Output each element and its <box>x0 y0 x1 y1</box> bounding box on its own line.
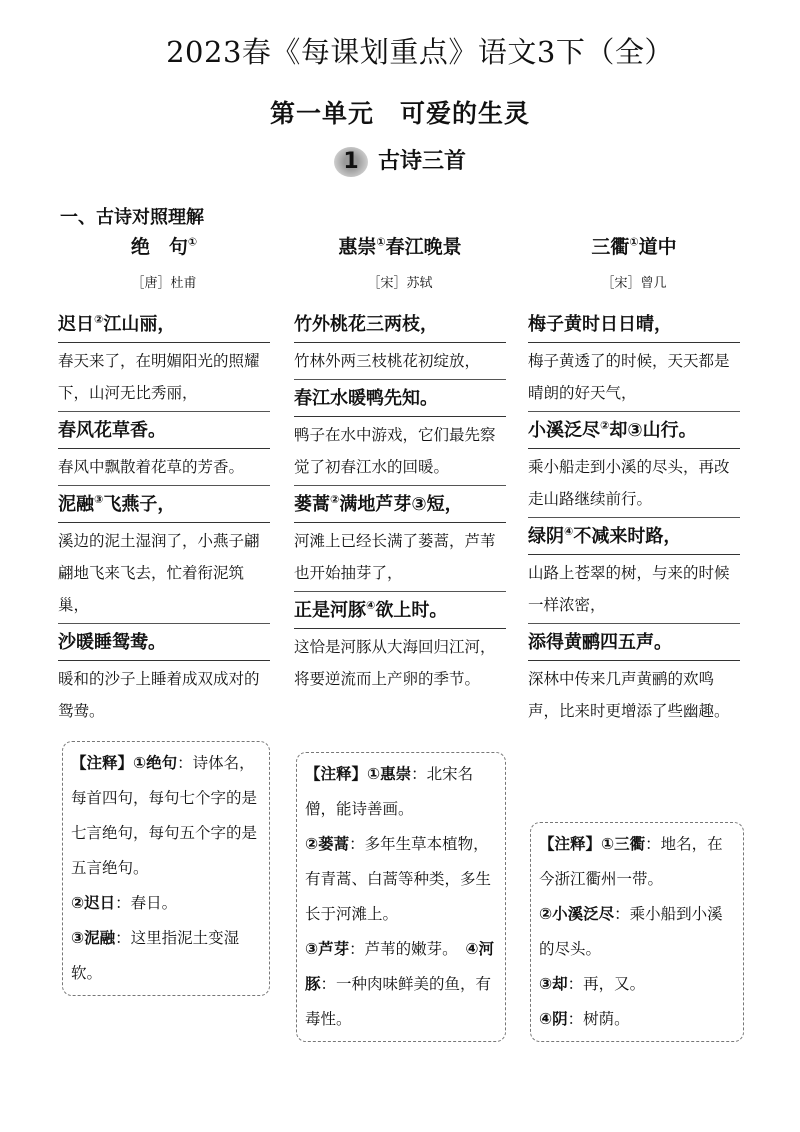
note-item: ②蒌蒿：多年生草本植物，有青蒿、白蒿等种类，多生长于河滩上。 <box>305 835 492 923</box>
poem-pair <box>58 488 270 624</box>
lesson-title: 古诗三首 <box>377 149 466 174</box>
note-item: ③却：再，又。 <box>539 975 646 993</box>
lesson-number-badge: 1 <box>334 147 368 177</box>
note-item: ②迟日：春日。 <box>71 894 178 912</box>
poem-line: 泥融③飞燕子， <box>58 488 270 523</box>
note-item: ③泥融：这里指泥土变湿软。 <box>71 929 240 982</box>
poem-pair <box>294 488 506 592</box>
translation: 深林中传来几声黄鹂的欢鸣声，比来时更增添了些幽趣。 <box>528 670 730 720</box>
poem-line: 沙暖睡鸳鸯。 <box>58 626 270 661</box>
poem-pair <box>528 520 740 624</box>
document-title: 2023春《每课划重点》语文3下（全） <box>166 35 674 69</box>
poem-pair <box>294 382 506 486</box>
translation: 鸭子在水中游戏，它们最先察觉了初春江水的回暖。 <box>294 417 506 486</box>
note-item: ②小溪泛尽：乘小船到小溪的尽头。 <box>539 905 723 958</box>
poem-line: 春江水暖鸭先知。 <box>294 382 506 417</box>
poem-pair <box>528 626 740 729</box>
translation: 梅子黄透了的时候，天天都是晴朗的好天气， <box>528 343 740 412</box>
poem-author: ［唐］杜甫 <box>131 276 197 291</box>
note-item: 【注释】①三衢：地名，在今浙江衢州一带。 <box>539 835 723 888</box>
translation: 河滩上已经长满了蒌蒿，芦苇也开始抽芽了， <box>294 523 506 592</box>
poem-line: 春风花草香。 <box>58 414 270 449</box>
poem-title: 绝 句① <box>130 235 198 258</box>
translation: 竹林外两三枝桃花初绽放， <box>294 343 506 380</box>
poem-pair <box>294 308 506 380</box>
poem-line: 蒌蒿②满地芦芽③短， <box>294 488 506 523</box>
lesson-heading <box>0 144 800 177</box>
poem-line: 竹外桃花三两枝， <box>294 308 506 343</box>
poem-line: 绿阴④不减来时路， <box>528 520 740 555</box>
note-item: ③芦芽：芦苇的嫩芽。 ④河豚：一种肉味鲜美的鱼，有毒性。 <box>305 940 495 1028</box>
poem-pair <box>294 594 506 697</box>
poem-line: 正是河豚④欲上时。 <box>294 594 506 629</box>
note-item: 【注释】①惠崇：北宋名僧，能诗善画。 <box>305 765 474 818</box>
poem-line: 添得黄鹂四五声。 <box>528 626 740 661</box>
poem-pair <box>528 308 740 412</box>
section-heading: 一、古诗对照理解 <box>60 207 204 228</box>
poem-title: 惠崇①春江晚景 <box>338 235 462 258</box>
poem-pair <box>528 414 740 518</box>
note-item: 【注释】①绝句：诗体名，每首四句，每句七个字的是七言绝句，每句五个字的是五言绝句。 <box>71 754 258 877</box>
translation: 乘小船走到小溪的尽头，再改走山路继续前行。 <box>528 449 740 518</box>
poem-line: 迟日②江山丽， <box>58 308 270 343</box>
poem-author: ［宋］曾几 <box>601 276 667 291</box>
poem-pair <box>58 626 270 729</box>
poem-author: ［宋］苏轼 <box>367 276 433 291</box>
notes-box-3 <box>530 822 744 1042</box>
notes-box-2 <box>296 752 506 1042</box>
poem-line: 小溪泛尽②却③山行。 <box>528 414 740 449</box>
poem-column-1 <box>58 232 270 729</box>
translation: 溪边的泥土湿润了，小燕子翩翩地飞来飞去，忙着衔泥筑巢， <box>58 523 270 624</box>
poem-pair <box>58 308 270 412</box>
poem-column-2 <box>294 232 506 697</box>
poem-column-3 <box>528 232 740 729</box>
translation: 春天来了，在明媚阳光的照耀下，山河无比秀丽， <box>58 343 270 412</box>
poem-title: 三衢①道中 <box>591 235 677 258</box>
notes-box-1 <box>62 741 270 996</box>
unit-title: 第一单元 可爱的生灵 <box>269 99 530 128</box>
translation: 春风中飘散着花草的芳香。 <box>58 449 270 486</box>
poem-pair <box>58 414 270 486</box>
translation: 暖和的沙子上睡着成双成对的鸳鸯。 <box>58 670 260 720</box>
note-item: ④阴：树荫。 <box>539 1010 630 1028</box>
translation: 这恰是河豚从大海回归江河，将要逆流而上产卵的季节。 <box>294 638 496 688</box>
translation: 山路上苍翠的树，与来的时候一样浓密， <box>528 555 740 624</box>
poem-line: 梅子黄时日日晴， <box>528 308 740 343</box>
